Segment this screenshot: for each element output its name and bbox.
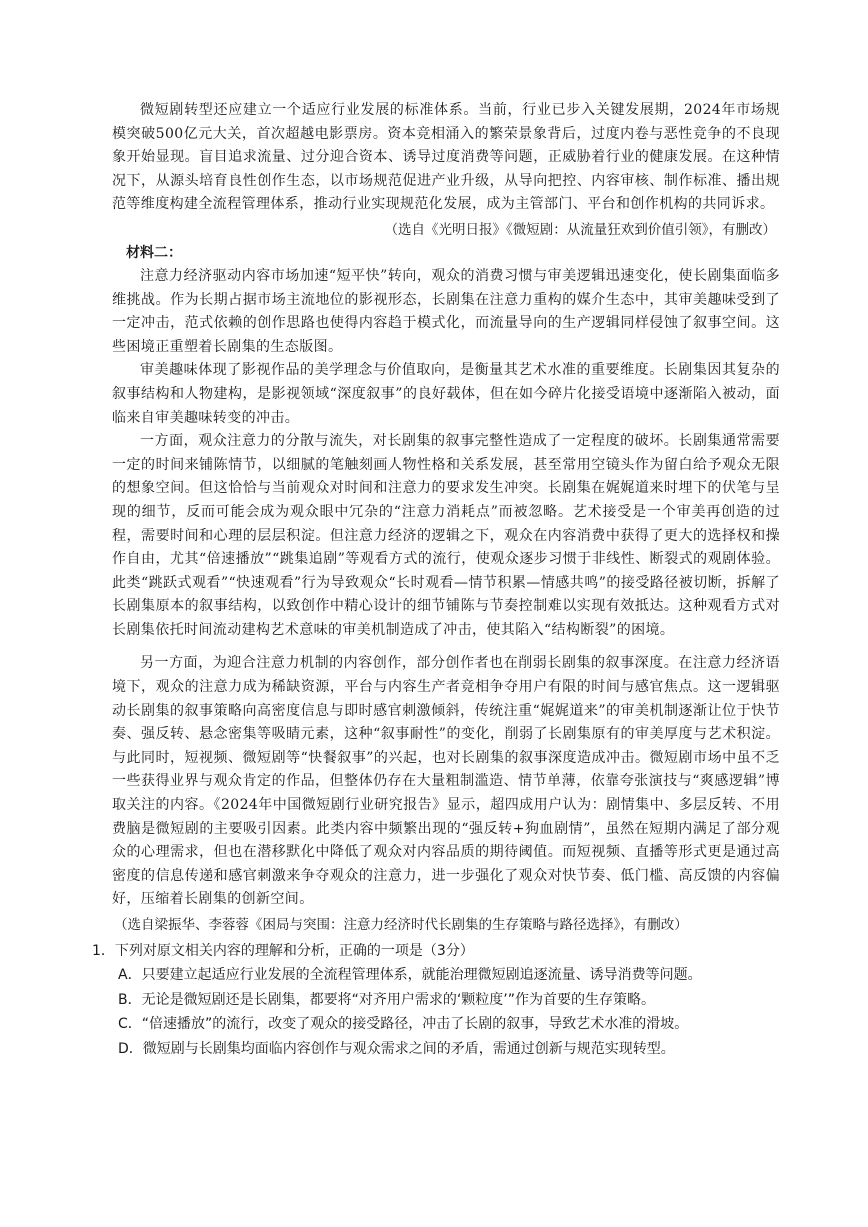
question-1-options	[112, 963, 780, 1061]
material-two-paragraph-1: 注意力经济驱动内容市场加速“短平快”转向，观众的消费习惯与审美逻辑迅速变化，使长剧集面临多维挑战。作为长期占据市场主流地位的影视形态，长剧集在注意力重构的媒介生态中，其审美趣味受到了一定冲击，范式依赖的创作思路也使得内容趋于模式化，而流量导向的生产逻辑同样侵蚀了叙事空间。这些困境正重塑着长剧集的生态版图。	[112, 267, 780, 355]
material-one-source: （选自《光明日报》《微短剧：从流量狂欢到价值引领》，有删改）	[384, 221, 776, 238]
material-two	[112, 242, 780, 937]
material-two-paragraph-2: 审美趣味体现了影视作品的美学理念与价值取向，是衡量其艺术水准的重要维度。长剧集因其复杂的叙事结构和人物建构，是影视领域“深度叙事”的良好载体，但在如今碎片化接受语境中逐渐陷入被动，面临来自审美趣味转变的冲击。	[112, 362, 780, 426]
paragraph-gap	[112, 642, 780, 652]
material-two-heading: 材料二：	[126, 244, 182, 261]
question-1-stem: 1．下列对原文相关内容的理解和分析，正确的一项是（3分）	[92, 943, 474, 959]
option-c[interactable]: C．“倍速播放”的流行，改变了观众的接受路径，冲击了长剧的叙事，导致艺术水准的滑坡。	[118, 1016, 689, 1032]
option-a[interactable]: A．只要建立起适应行业发展的全流程管理体系，就能治理微短剧追逐流量、诱导消费等问题。	[118, 967, 702, 983]
material-one	[112, 99, 780, 242]
option-b[interactable]: B．无论是微短剧还是长剧集，都要将“对齐用户需求的‘颗粒度’”作为首要的生存策略。	[118, 991, 656, 1008]
material-two-source: （选自梁振华、李蓉蓉《困局与突围：注意力经济时代长剧集的生存策略与路径选择》，有删改）	[114, 917, 688, 933]
document-page	[92, 99, 780, 1061]
material-two-paragraph-3: 一方面，观众注意力的分散与流失，对长剧集的叙事完整性造成了一定程度的破坏。长剧集通常需要一定的时间来铺陈情节，以细腻的笔触刻画人物性格和关系发展，甚至常用空镜头作为留白给予观众无限的想象空间。但这恰恰与当前观众对时间和注意力的要求发生冲突。长剧集在娓娓道来时埋下的伏笔与呈现的细节，反而可能会成为观众眼中冗杂的“注意力消耗点”而被忽略。艺术接受是一个审美再创造的过程，需要时间和心理的层层积淀。但注意力经济的逻辑之下，观众在内容消费中获得了更大的选择权和操作自由，尤其“倍速播放”“跳集追剧”等观看方式的流行，使观众逐步习惯于非线性、断裂式的观剧体验。此类“跳跃式观看”“快速观看”行为导致观众“长时观看—情节积累—情感共鸣”的接受路径被切断，拆解了长剧集原本的叙事结构，以致创作中精心设计的细节铺陈与节奏控制难以实现有效抵达。这种观看方式对长剧集依托时间流动建构艺术意味的审美机制造成了冲击，使其陷入“结构断裂”的困境。	[112, 433, 780, 638]
option-d[interactable]: D．微短剧与长剧集均面临内容创作与观众需求之间的矛盾，需通过创新与规范实现转型。	[118, 1040, 675, 1057]
material-one-paragraph: 微短剧转型还应建立一个适应行业发展的标准体系。当前，行业已步入关键发展期，2024年市场规模突破500亿元大关，首次超越电影票房。资本竞相涌入的繁荣景象背后，过度内卷与恶性竞争的不良现象开始显现。盲目追求流量、过分迎合资本、诱导过度消费等问题，正威胁着行业的健康发展。在这种情况下，从源头培育良性创作生态，以市场规范促进产业升级，从导向把控、内容审核、制作标准、播出规范等维度构建全流程管理体系，推动行业实现规范化发展，成为主管部门、平台和创作机构的共同诉求。	[112, 102, 780, 213]
question-1	[92, 939, 780, 1061]
material-two-paragraph-4: 另一方面，为迎合注意力机制的内容创作，部分创作者也在削弱长剧集的叙事深度。在注意力经济语境下，观众的注意力成为稀缺资源，平台与内容生产者竞相争夺用户有限的时间与感官焦点。这一逻辑驱动长剧集的叙事策略向高密度信息与即时感官刺激倾斜，传统注重“娓娓道来”的审美机制逐渐让位于快节奏、强反转、悬念密集等吸睛元素，这种“叙事耐性”的变化，削弱了长剧集原有的审美厚度与艺术积淀。与此同时，短视频、微短剧等“快餐叙事”的兴起，也对长剧集的叙事深度造成冲击。微短剧市场中虽不乏一些获得业界与观众肯定的作品，但整体仍存在大量粗制滥造、情节单薄，依靠夸张演技与“爽感逻辑”博取关注的内容。《2024年中国微短剧行业研究报告》显示，超四成用户认为：剧情集中、多层反转、不用费脑是微短剧的主要吸引因素。此类内容中频繁出现的“强反转+狗血剧情”，虽然在短期内满足了部分观众的心理需求，但也在潜移默化中降低了观众对内容品质的期待阈值。而短视频、直播等形式更是通过高密度的信息传递和感官刺激来争夺观众的注意力，进一步强化了观众对快节奏、低门槛、高反馈的内容偏好，压缩着长剧集的创新空间。	[112, 655, 780, 908]
